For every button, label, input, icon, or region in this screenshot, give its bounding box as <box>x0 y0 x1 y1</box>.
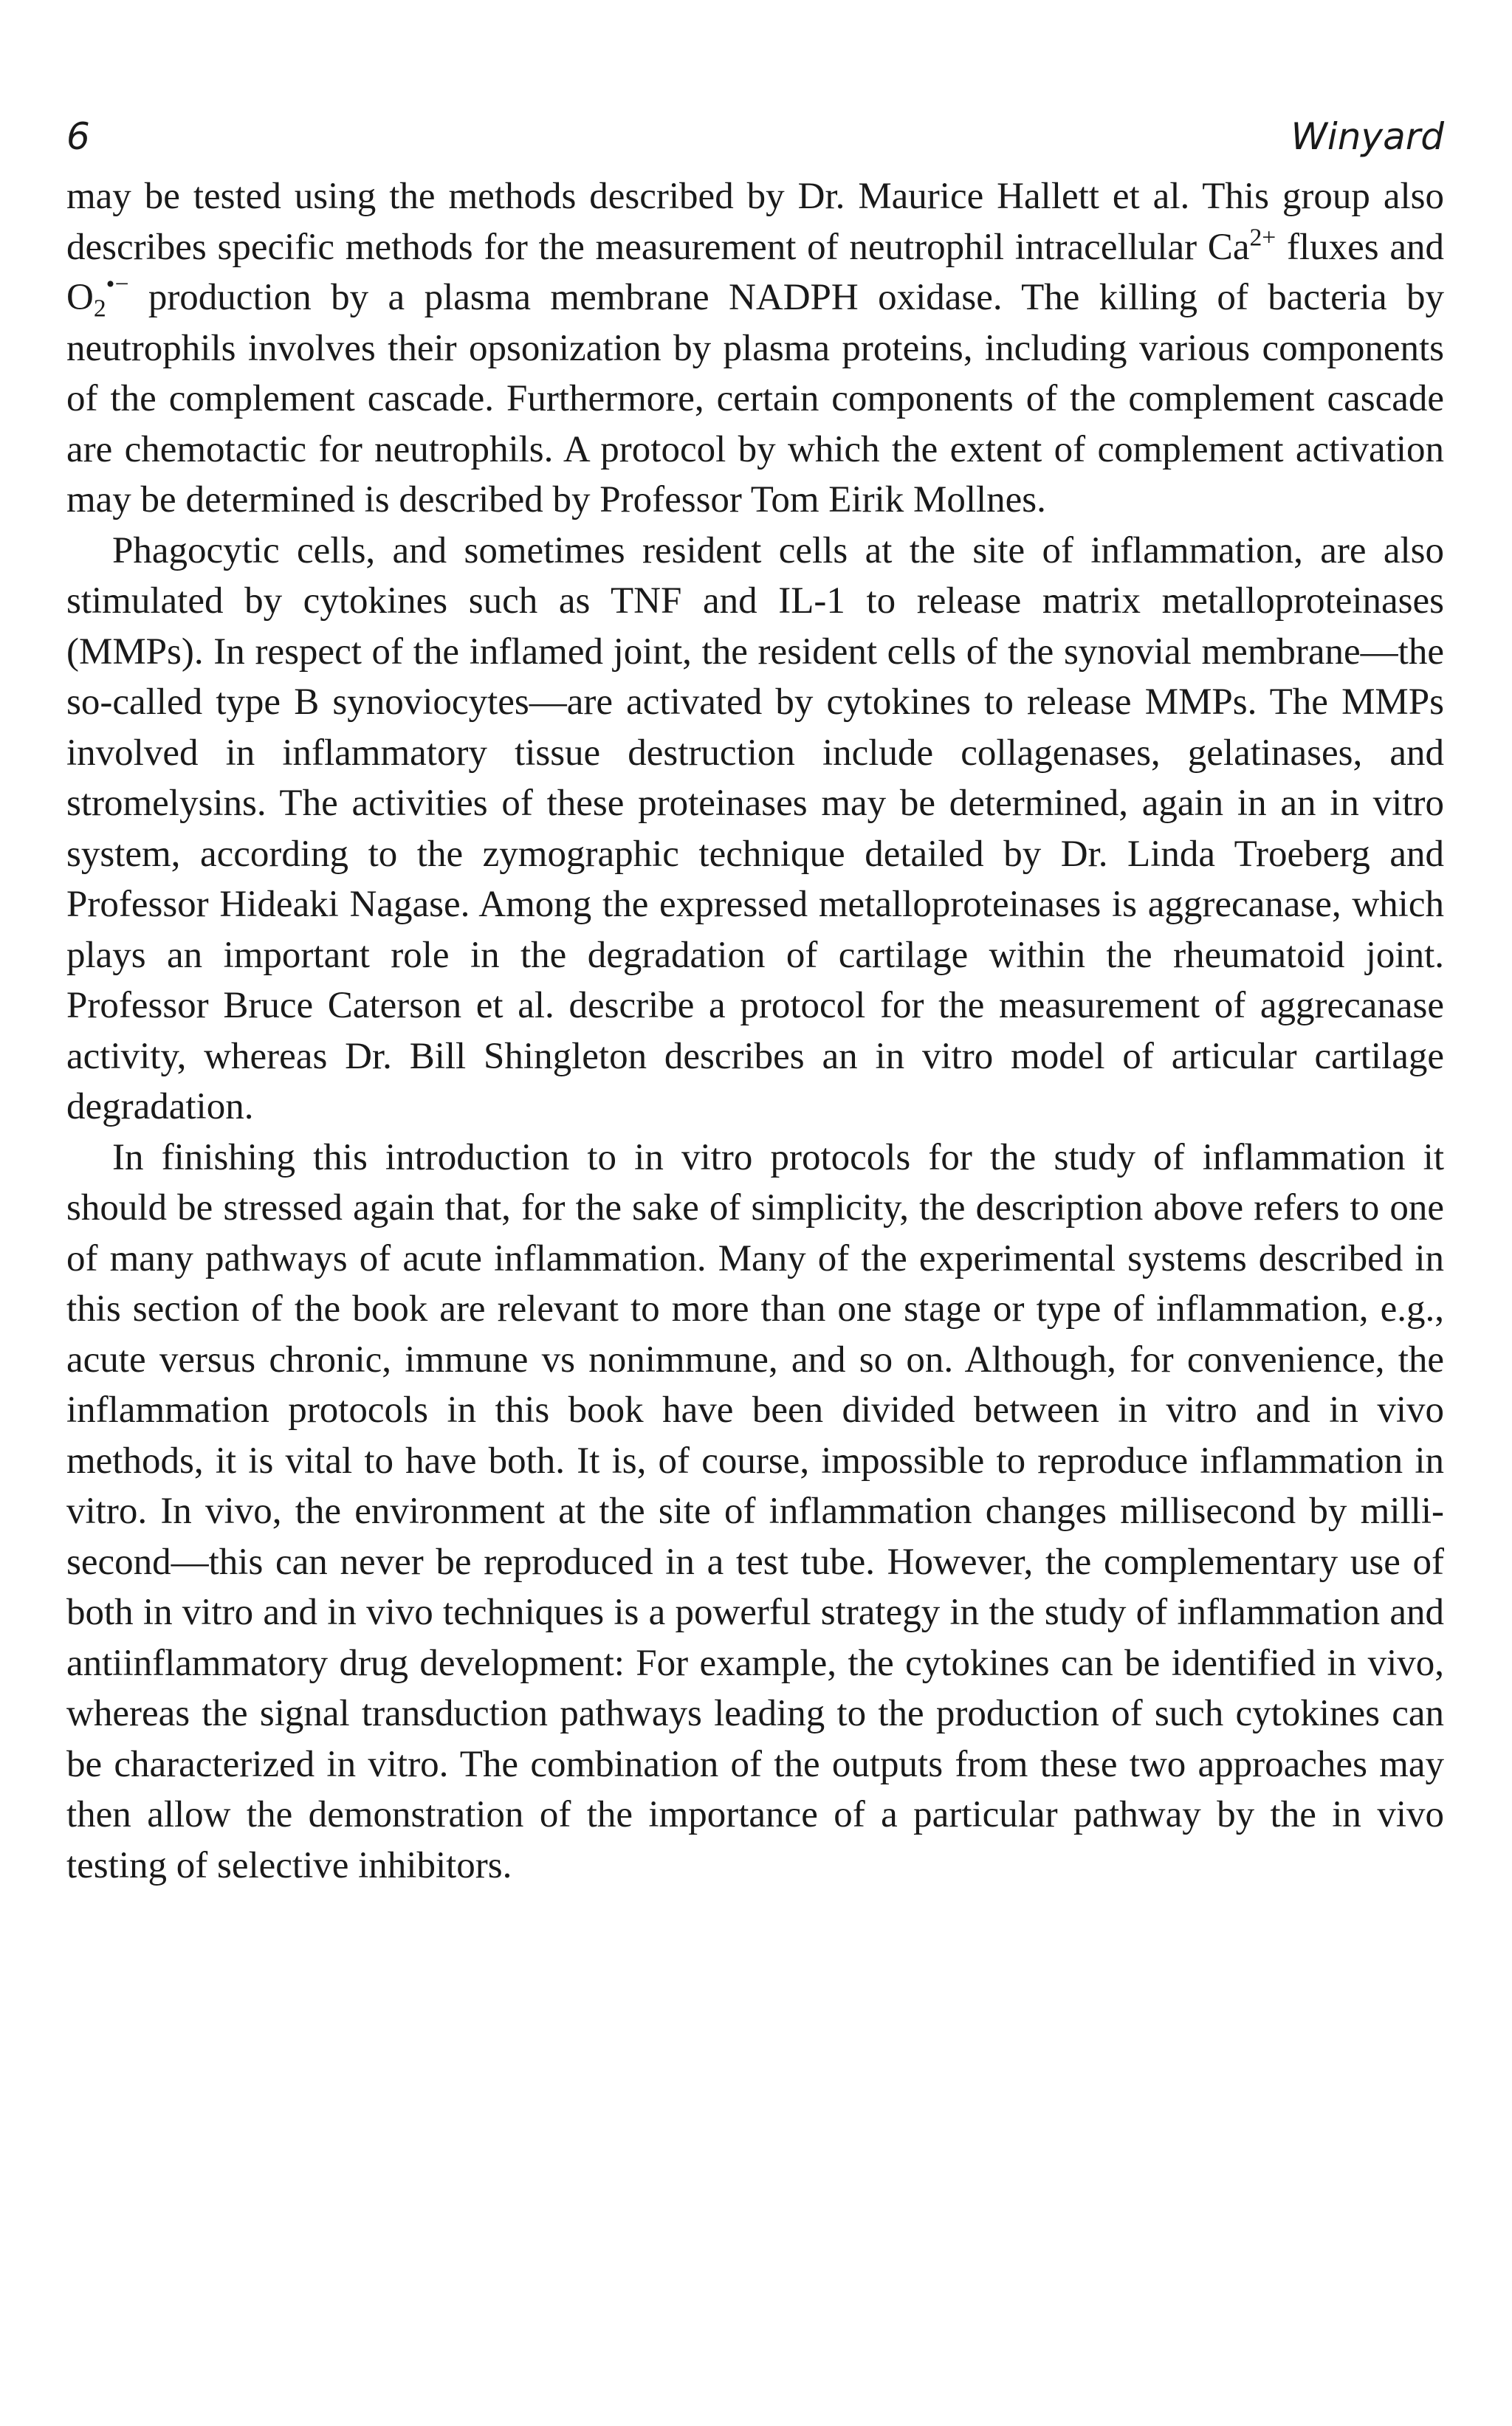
paragraph-1-part-b: fluxes and O <box>66 226 1445 318</box>
paragraph-1-part-c: production by a plasma membrane NADPH oxidase. The killing of bacteria by neutrophils involves their opsonization by plasma proteins, including various components of the complement cascade. Furthermore, certain components of the complement cascade are chemotactic for neutrophils. A protocol by which the extent of complement activation may be determined is described by Professor Tom Eirik Mollnes. <box>66 277 1444 520</box>
paragraph-1 <box>66 171 1444 526</box>
paragraph-2: Phagocytic cells, and sometimes resident cells at the site of inflammation, are also stimulated by cytokines such as TNF and IL-1 to release matrix metalloproteinases (MMPs). In respect of the inflamed joint, the resident cells of the synovial membrane—the so-called type B synoviocytes—are activated by cytokines to release MMPs. The MMPs involved in inflammatory tissue destruction include collagenases, gelatinases, and stromelysins. The activities of these proteinases may be determined, again in an in vitro system, according to the zymographic technique detailed by Dr. Linda Troeberg and Professor Hideaki Nagase. Among the expressed metalloproteinases is aggrecanase, which plays an important role in the degradation of cartilage within the rheumatoid joint. Professor Bruce Caterson et al. describe a protocol for the measurement of aggrecanase activity, whereas Dr. Bill Shingleton describes an in vitro model of articular cartilage degradation. <box>66 529 1444 1127</box>
running-head <box>66 111 1444 162</box>
page-number: 6 <box>66 115 90 158</box>
book-page <box>66 111 1444 1891</box>
paragraph-3: In finishing this introduction to in vitro protocols for the study of inflammation it should be stressed again that, for the sake of simplicity, the description above refers to one of many pathways of acute inflammation. Many of the experimental systems described in this section of the book are relevant to more than one stage or type of inflammation, e.g., acute versus chronic, immune vs nonimmune, and so on. Although, for convenience, the inflammation protocols in this book have been divided between in vitro and in vivo methods, it is vital to have both. It is, of course, impossible to reproduce inflammation in vitro. In vivo, the environment at the site of inflammation changes millisecond by millisecond—this can never be reproduced in a test tube. However, the complementary use of both in vitro and in vivo techniques is a powerful strategy in the study of inflammation and antiinflammatory drug development: For example, the cytokines can be identified in vivo, whereas the signal transduction pathways leading to the production of such cytokines can be characterized in vitro. The combination of the outputs from these two approaches may then allow the demonstration of the importance of a particular pathway by the in vivo testing of selective inhibitors. <box>66 1136 1444 1886</box>
superoxide-radical-superscript: •− <box>106 270 129 298</box>
running-title: Winyard <box>1291 115 1444 158</box>
calcium-charge-superscript: 2+ <box>1249 224 1276 251</box>
paragraph-1-part-a: may be tested using the methods described by Dr. Maurice Hallett et al. This group also describes specific methods for the measurement of neutrophil intracellular Ca <box>66 176 1444 268</box>
superoxide-subscript: 2 <box>93 295 106 323</box>
body-text <box>66 171 1444 1891</box>
